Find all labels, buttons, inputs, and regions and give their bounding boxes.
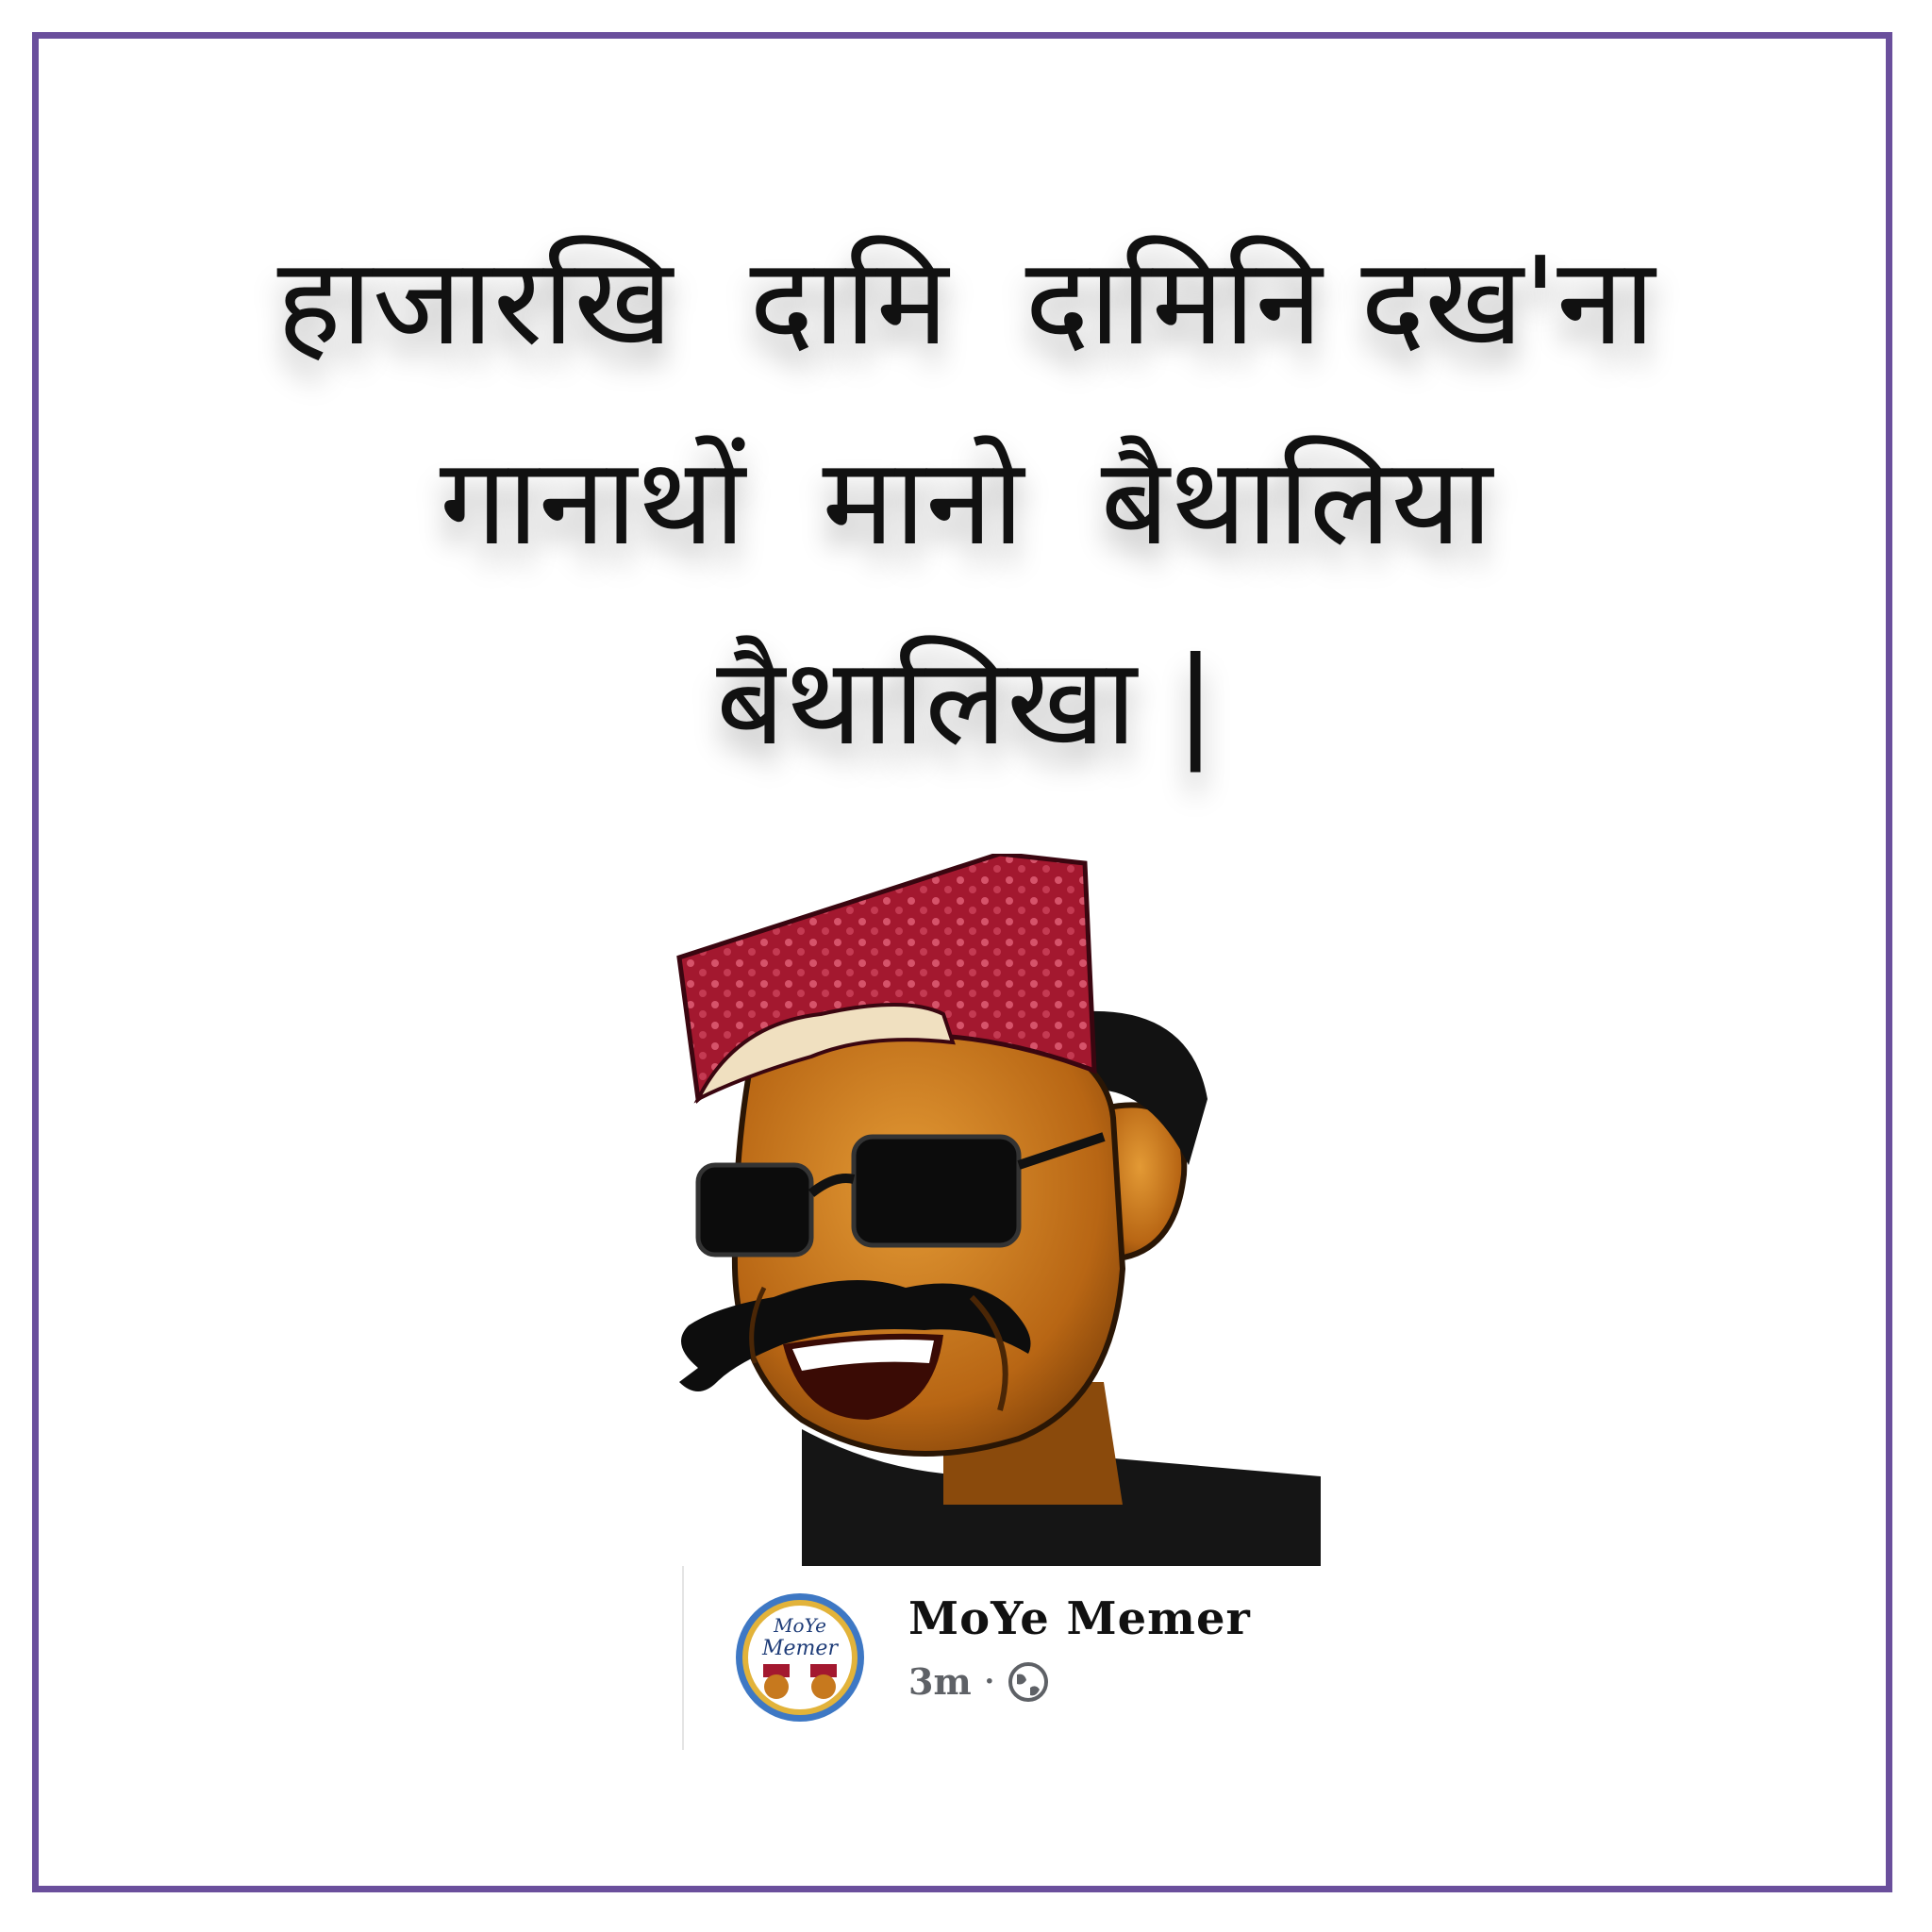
post-header [682, 1566, 1344, 1750]
page-avatar[interactable] [733, 1591, 867, 1724]
meme-caption [0, 203, 1932, 803]
sunglasses-right-lens [854, 1137, 1019, 1245]
sunglasses-left-lens [698, 1165, 811, 1255]
globe-icon[interactable] [1008, 1661, 1049, 1703]
meta-separator: · [984, 1665, 995, 1698]
avatar-text-top: MoYe [774, 1614, 826, 1637]
caption-line-1: हाजारखि दामि दामिनि दख'ना [276, 232, 1656, 373]
post-time[interactable]: 3m [908, 1660, 972, 1703]
caption-line-2: गानाथों मानो बैथालिया [439, 432, 1493, 573]
caption-line-3: बैथालिखा | [716, 632, 1216, 773]
page-name[interactable]: MoYe Memer [908, 1592, 1251, 1645]
avatar-text-bottom: Memer [762, 1637, 838, 1660]
post-meta [908, 1660, 1049, 1703]
meme-character-illustration [660, 854, 1321, 1566]
